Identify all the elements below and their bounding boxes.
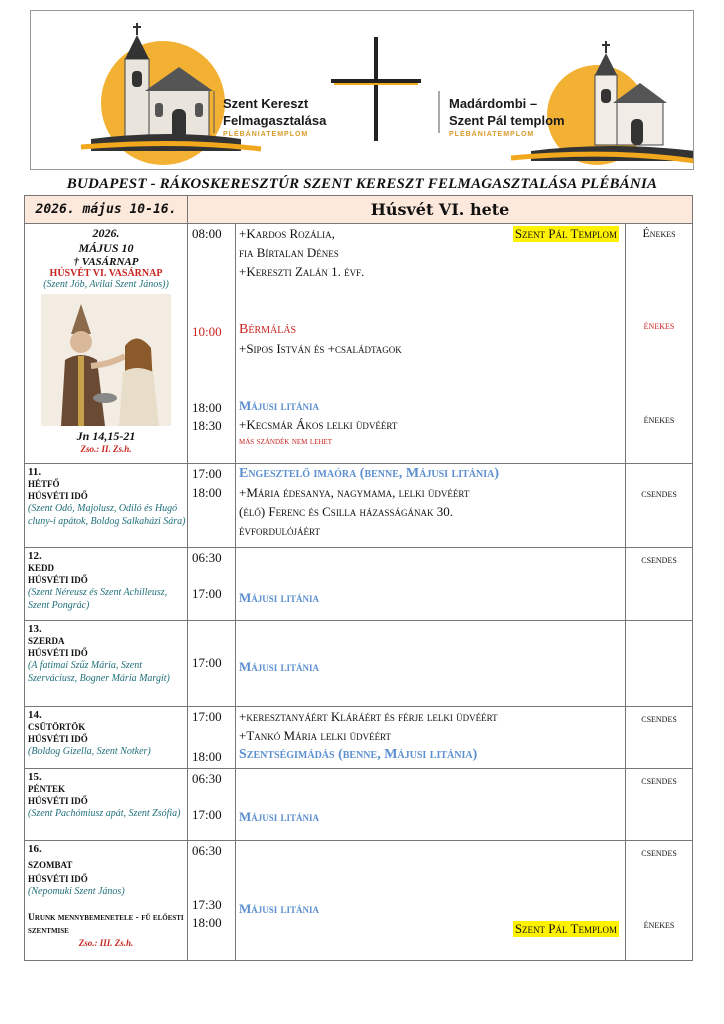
event: Májusi litánia — [239, 590, 320, 605]
events — [236, 841, 626, 961]
day-season: HÚSVÉTI IDŐ — [28, 491, 88, 501]
day-info — [25, 224, 188, 464]
music — [626, 841, 693, 961]
church-left-illustration — [81, 23, 261, 165]
time: 17:30 — [192, 897, 222, 912]
events — [236, 621, 626, 707]
day-season: HÚSVÉTI IDŐ — [28, 796, 88, 806]
week-range: 2026. május 10-16. — [25, 196, 188, 224]
event: Engesztelő imaóra (benne, Májusi litánia) — [239, 466, 499, 481]
music — [626, 707, 693, 769]
music — [626, 769, 693, 841]
time: 10:00 — [192, 324, 222, 339]
event: +Kecsmár Ákos lelki üdvéért — [239, 417, 398, 432]
day-name: SZERDA — [28, 636, 65, 646]
event: Májusi litánia — [239, 901, 320, 916]
time: 08:00 — [192, 226, 222, 241]
day-info — [25, 841, 188, 961]
parish-title: BUDAPEST - RÁKOSKERESZTÚR SZENT KERESZT FELMAGASZTALÁSA PLÉBÁNIA — [66, 176, 658, 192]
events — [236, 224, 626, 464]
church2-subtitle: PLÉBÁNIATEMPLOM — [449, 131, 535, 138]
music-type: csendes — [641, 486, 677, 500]
time: 17:00 — [192, 586, 222, 601]
time: 06:30 — [192, 843, 222, 858]
day-info — [25, 769, 188, 841]
time: 18:00 — [192, 915, 222, 930]
day-saints: (Boldog Gizella, Szent Notker) — [28, 746, 151, 757]
time: 18:00 — [192, 485, 222, 500]
church1-name-line1: Szent Kereszt — [223, 96, 309, 111]
music-type: Énekes — [642, 226, 676, 240]
events — [236, 464, 626, 548]
times — [188, 224, 236, 464]
day-row-wednesday — [25, 621, 693, 707]
event: (élő) Ferenc és Csilla házasságának 30. — [239, 504, 454, 519]
times — [188, 621, 236, 707]
day-saints: (Szent Pachómiusz apát, Szent Zsófia) — [28, 808, 181, 819]
day-date: 15. — [28, 771, 42, 783]
day-season: HÚSVÉT VI. VASÁRNAP — [49, 268, 163, 279]
times — [188, 769, 236, 841]
day-saints: (Nepomuki Szent János) — [28, 886, 125, 897]
day-row-saturday — [25, 841, 693, 961]
location-badge: Szent Pál Templom — [514, 921, 617, 936]
church1-subtitle: PLÉBÁNIATEMPLOM — [223, 131, 309, 138]
day-saints: (Szent Jób, Avilai Szent János)) — [43, 279, 169, 290]
time: 17:00 — [192, 466, 222, 481]
music-type: énekes — [643, 412, 675, 426]
event: +Kardos Rozália, — [239, 226, 335, 241]
music — [626, 224, 693, 464]
day-season: HÚSVÉTI IDŐ — [28, 648, 88, 658]
music-type: csendes — [641, 711, 677, 725]
day-date: 14. — [28, 709, 42, 721]
day-saints: (A fatimai Szűz Mária, Szent Szerváciusz, Bogner Mária Margit) — [28, 660, 170, 684]
events — [236, 548, 626, 621]
day-season: HÚSVÉTI IDŐ — [28, 734, 88, 744]
times — [188, 841, 236, 961]
events — [236, 769, 626, 841]
event: +Mária édesanya, nagymama, lelki üdvéért — [239, 485, 470, 500]
time: 17:00 — [192, 655, 222, 670]
day-saints: (Szent Odó, Majolusz, Odiló és Hugó cluny-i apátok, Boldog Salkaházi Sára) — [28, 503, 186, 527]
cross-illustration — [331, 37, 421, 141]
day-date: MÁJUS 10 — [78, 241, 134, 255]
header-banner — [30, 10, 694, 170]
church1-name-line2: Felmagasztalása — [223, 113, 327, 128]
time: 17:00 — [192, 807, 222, 822]
event: +keresztanyáért Kláráért és férje lelki üdvéért — [239, 709, 498, 724]
confirmation-illustration — [41, 294, 171, 426]
day-row-tuesday — [25, 548, 693, 621]
day-saints: (Szent Néreusz és Szent Achilleusz, Szent Pongrác) — [28, 587, 168, 611]
time: 17:00 — [192, 709, 222, 724]
time: 06:30 — [192, 771, 222, 786]
day-row-monday — [25, 464, 693, 548]
psalter-week: Zso.: II. Zs.h. — [80, 444, 132, 454]
location-badge: Szent Pál Templom — [514, 226, 617, 241]
event: +Sipos István és +családtagok — [239, 341, 402, 356]
music-type: csendes — [641, 552, 677, 566]
day-date: 16. — [28, 843, 42, 855]
event: Májusi litánia — [239, 398, 320, 413]
event: +Kereszti Zalán 1. évf. — [239, 264, 365, 279]
times — [188, 548, 236, 621]
time: 18:00 — [192, 400, 222, 415]
day-row-sunday — [25, 224, 693, 464]
time: 06:30 — [192, 550, 222, 565]
times — [188, 707, 236, 769]
psalter-week: Zso.: III. Zs.h. — [78, 938, 134, 948]
event: évfordulójáért — [239, 523, 320, 538]
event: Májusi litánia — [239, 809, 320, 824]
day-info — [25, 621, 188, 707]
day-name: HÉTFŐ — [28, 479, 60, 489]
church2-name-line2: Szent Pál templom — [449, 113, 565, 128]
day-date: 13. — [28, 623, 42, 635]
time: 18:00 — [192, 749, 222, 764]
week-title: Húsvét VI. hete — [188, 196, 693, 224]
day-name: SZOMBAT — [28, 860, 73, 870]
event: fia Bírtalan Dénes — [239, 245, 339, 260]
day-season: HÚSVÉTI IDŐ — [28, 874, 88, 884]
church2-name-line1: Madárdombi – — [449, 96, 538, 111]
music-type: énekes — [643, 917, 675, 931]
day-info — [25, 548, 188, 621]
day-row-friday — [25, 769, 693, 841]
day-date: 12. — [28, 550, 42, 562]
day-name: † VASÁRNAP — [73, 256, 139, 268]
day-season: HÚSVÉTI IDŐ — [28, 575, 88, 585]
music-type: énekes — [643, 318, 675, 332]
day-row-thursday — [25, 707, 693, 769]
day-name: CSÜTÖRTÖK — [28, 722, 86, 732]
banner-illustration — [31, 11, 694, 170]
gospel-reading: Jn 14,15-21 — [76, 429, 136, 443]
day-info — [25, 464, 188, 548]
day-name: KEDD — [28, 563, 55, 573]
event: +Tankó Mária lelki üdvéért — [239, 728, 392, 743]
day-note: Urunk mennybemenetele - fű előesti szentmise — [28, 913, 184, 936]
schedule-table — [24, 195, 693, 961]
music-type: csendes — [641, 845, 677, 859]
event: Májusi litánia — [239, 659, 320, 674]
times — [188, 464, 236, 548]
events — [236, 707, 626, 769]
music — [626, 464, 693, 548]
music — [626, 621, 693, 707]
day-date: 11. — [28, 466, 42, 478]
music — [626, 548, 693, 621]
event-note: más szándék nem lehet — [239, 436, 333, 447]
day-year: 2026. — [92, 226, 120, 240]
schedule-header-row — [25, 196, 693, 224]
event: Szentségimádás (benne, Májusi litánia) — [239, 747, 478, 762]
event: Bérmálás — [239, 322, 297, 337]
music-type: csendes — [641, 773, 677, 787]
time: 18:30 — [192, 418, 222, 433]
day-info — [25, 707, 188, 769]
day-name: PÉNTEK — [28, 784, 66, 794]
